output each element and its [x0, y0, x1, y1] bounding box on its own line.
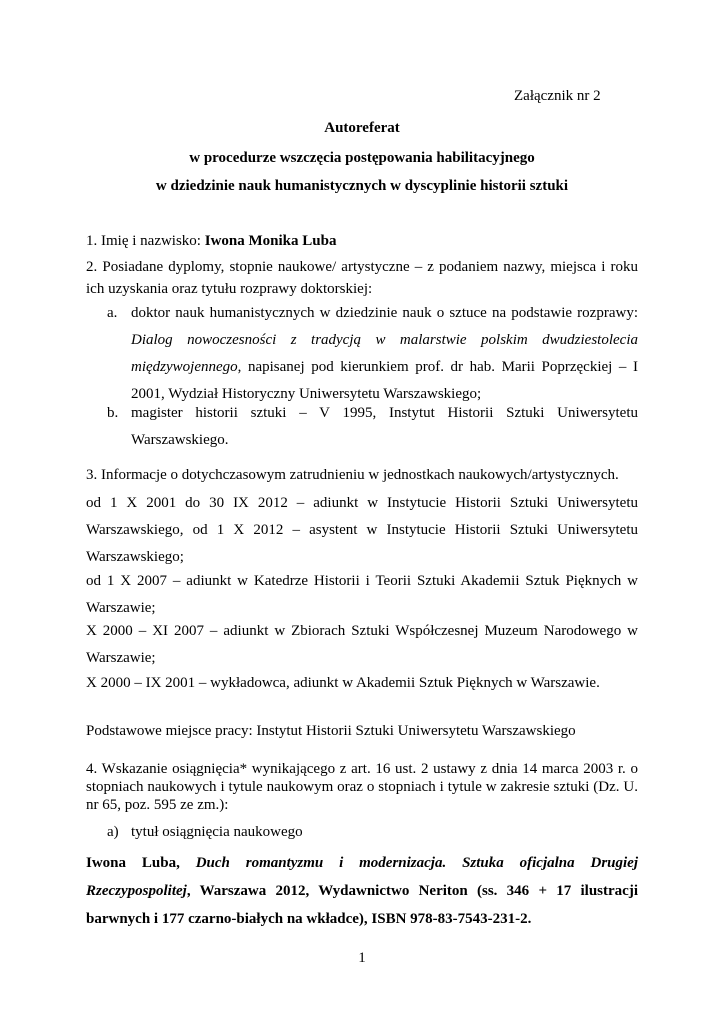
- achievement-subitem: [107, 819, 638, 846]
- doctorate-text: doktor nauk humanistycznych w dziedzinie nauk o sztuce na podstawie rozprawy:: [131, 305, 638, 321]
- document-title: Autoreferat: [324, 120, 400, 136]
- employment-entry: X 2000 – IX 2001 – wykładowca, adiunkt w Akademii Sztuk Pięknych w Warszawie.: [86, 675, 600, 691]
- section-1-name: [86, 228, 638, 255]
- employment-entry: od 1 X 2007 – adiunkt w Katedrze Historii i Teorii Sztuki Akademii Sztuk Pięknych w Warszawie;: [86, 573, 638, 616]
- section-1-label: 1. Imię i nazwisko:: [86, 233, 205, 249]
- section-3-heading: 3. Informacje o dotychczasowym zatrudnieniu w jednostkach naukowych/artystycznych.: [86, 467, 619, 483]
- main-workplace: Podstawowe miejsce pracy: Instytut Historii Sztuki Uniwersytetu Warszawskiego: [86, 723, 576, 739]
- achievement-work: [86, 849, 638, 933]
- section-4-heading: 4. Wskazanie osiągnięcia* wynikającego z art. 16 ust. 2 ustawy z dnia 14 marca 2003 r. o stopniach naukowych i tytule naukowym oraz o stopniach i tytule w zakresie sztuki (Dz. U. nr 65, poz. 595 ze zm.):: [86, 761, 638, 813]
- doctorate-details: , napisanej pod kierunkiem prof. dr hab. Marii Poprzęckiej – I 2001, Wydział Historyczny Uniwersytetu Warszawskiego;: [131, 359, 638, 402]
- masters-text: magister historii sztuki – V 1995, Instytut Historii Sztuki Uniwersytetu Warszawskiego.: [131, 405, 638, 448]
- diploma-item-doctorate: [107, 300, 638, 408]
- document-subtitle-discipline: w dziedzinie nauk humanistycznych w dyscyplinie historii sztuki: [155, 178, 569, 194]
- list-marker: a.: [107, 305, 118, 321]
- list-marker: a): [107, 824, 119, 840]
- employment-entry: od 1 X 2001 do 30 IX 2012 – adiunkt w Instytucie Historii Sztuki Uniwersytetu Warszawskiego, od 1 X 2012 – asystent w Instytucie Historii Sztuki Uniwersytetu Warszawskiego;: [86, 495, 638, 565]
- work-details: , Warszawa 2012, Wydawnictwo Neriton (ss. 346 + 17 ilustracji barwnych i 177 czarno-białych na wkładce), ISBN 978-83-7543-231-2.: [86, 883, 638, 927]
- section-2-heading: 2. Posiadane dyplomy, stopnie naukowe/ artystyczne – z podaniem nazwy, miejsca i roku ich uzyskania oraz tytułu rozprawy doktorskiej:: [86, 259, 638, 297]
- dissertation-title: Dialog nowoczesności z tradycją w malarstwie polskim dwudziestolecia międzywojennego: [131, 332, 638, 375]
- work-author: Iwona Luba,: [86, 855, 196, 871]
- attachment-label: Załącznik nr 2: [514, 88, 601, 104]
- document-subtitle-procedure: w procedurze wszczęcia postępowania habilitacyjnego: [189, 150, 535, 166]
- person-name: Iwona Monika Luba: [204, 233, 337, 249]
- page-number: 1: [358, 950, 366, 966]
- employment-entry: X 2000 – XI 2007 – adiunkt w Zbiorach Sztuki Współczesnej Muzeum Narodowego w Warszawie;: [86, 623, 638, 666]
- diploma-item-masters: [107, 400, 638, 454]
- work-title: Duch romantyzmu i modernizacja. Sztuka oficjalna Drugiej Rzeczypospolitej: [86, 855, 639, 899]
- list-marker: b.: [107, 405, 119, 421]
- achievement-label: tytuł osiągnięcia naukowego: [131, 824, 303, 840]
